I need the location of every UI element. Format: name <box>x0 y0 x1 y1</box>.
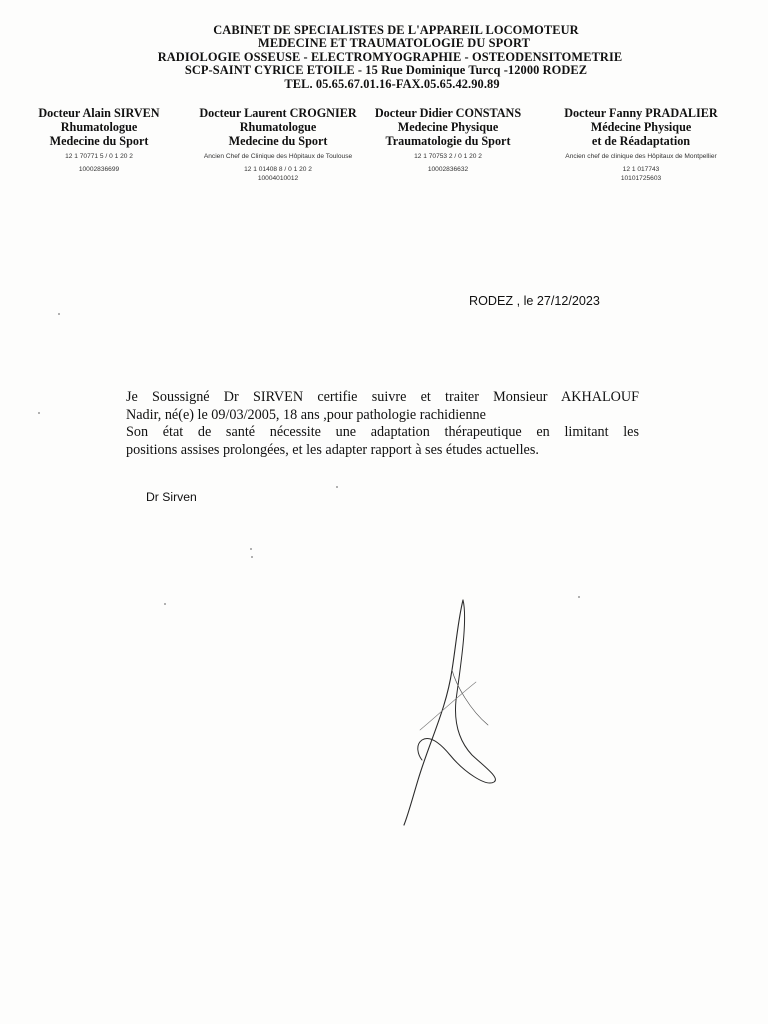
letterhead-line-medecine: MEDECINE ET TRAUMATOLOGIE DU SPORT <box>258 36 530 51</box>
letterhead-line-address: SCP-SAINT CYRICE ETOILE - 15 Rue Dominique Turcq -12000 RODEZ <box>184 63 588 78</box>
scan-speck <box>164 603 166 605</box>
body-line: Je Soussigné Dr SIRVEN certifie suivre et traiter Monsieur AKHALOUF <box>126 389 639 405</box>
doctor-block-pradalier <box>530 106 752 183</box>
doctor-name: Docteur Didier CONSTANS <box>374 106 522 120</box>
doctor-specialty: Medecine du Sport <box>228 134 328 148</box>
doctor-id: 12 1 70753 2 / 0 1 20 2 <box>414 153 482 160</box>
doctor-id: 12 1 01408 8 / 0 1 20 2 <box>244 166 312 173</box>
scan-speck <box>251 556 253 558</box>
doctor-specialty: Médecine Physique <box>590 120 692 134</box>
doctor-name: Docteur Fanny PRADALIER <box>564 106 718 120</box>
scan-speck <box>336 486 338 488</box>
doctor-specialty: Medecine du Sport <box>49 134 149 148</box>
doctor-id: 12 1 017743 <box>622 166 660 173</box>
doctor-specialty: et de Réadaptation <box>591 134 691 148</box>
doctor-specialty: Traumatologie du Sport <box>385 134 511 148</box>
doctor-id: 12 1 70771 5 / 0 1 20 2 <box>65 153 133 160</box>
doctor-name: Docteur Alain SIRVEN <box>38 106 160 120</box>
doctor-block-constans <box>362 106 534 174</box>
letterhead-line-cabinet: CABINET DE SPECIALISTES DE L'APPAREIL LOCOMOTEUR <box>213 23 579 37</box>
doctor-specialty: Rhumatologue <box>239 120 317 134</box>
signoff-name: Dr Sirven <box>146 490 197 504</box>
doctor-specialty: Medecine Physique <box>397 120 499 134</box>
doctor-id: 10004010012 <box>257 175 299 182</box>
scan-speck <box>578 596 580 598</box>
certificate-body <box>126 389 639 459</box>
doctor-block-crognier <box>180 106 376 183</box>
handwritten-signature <box>360 590 520 830</box>
letterhead-line-radiologie: RADIOLOGIE OSSEUSE - ELECTROMYOGRAPHIE - OSTEODENSITOMETRIE <box>157 49 623 64</box>
body-line: Nadir, né(e) le 09/03/2005, 18 ans ,pour pathologie rachidienne <box>126 406 486 423</box>
body-line: Son état de santé nécessite une adaptation thérapeutique en limitant les <box>126 424 639 440</box>
scan-speck <box>58 313 60 315</box>
doctor-id: 10002836699 <box>78 166 120 173</box>
letterhead-line-phone: TEL. 05.65.67.01.16-FAX.05.65.42.90.89 <box>284 76 500 91</box>
doctor-id: 10002836632 <box>427 166 469 173</box>
body-line: positions assises prolongées, et les adapter rapport à ses études actuelles. <box>126 441 539 458</box>
doctor-name: Docteur Laurent CROGNIER <box>199 106 357 120</box>
doctor-note: Ancien chef de clinique des Hôpitaux de Montpellier <box>565 153 717 160</box>
doctor-block-sirven <box>28 106 170 174</box>
scan-speck <box>250 548 252 550</box>
doctor-specialty: Rhumatologue <box>60 120 138 134</box>
doctor-id: 10101725603 <box>620 175 662 182</box>
letterhead <box>0 24 768 91</box>
scan-speck <box>38 412 40 414</box>
doctor-note: Ancien Chef de Clinique des Hôpitaux de Toulouse <box>203 153 353 160</box>
letter-date: RODEZ , le 27/12/2023 <box>469 294 600 308</box>
